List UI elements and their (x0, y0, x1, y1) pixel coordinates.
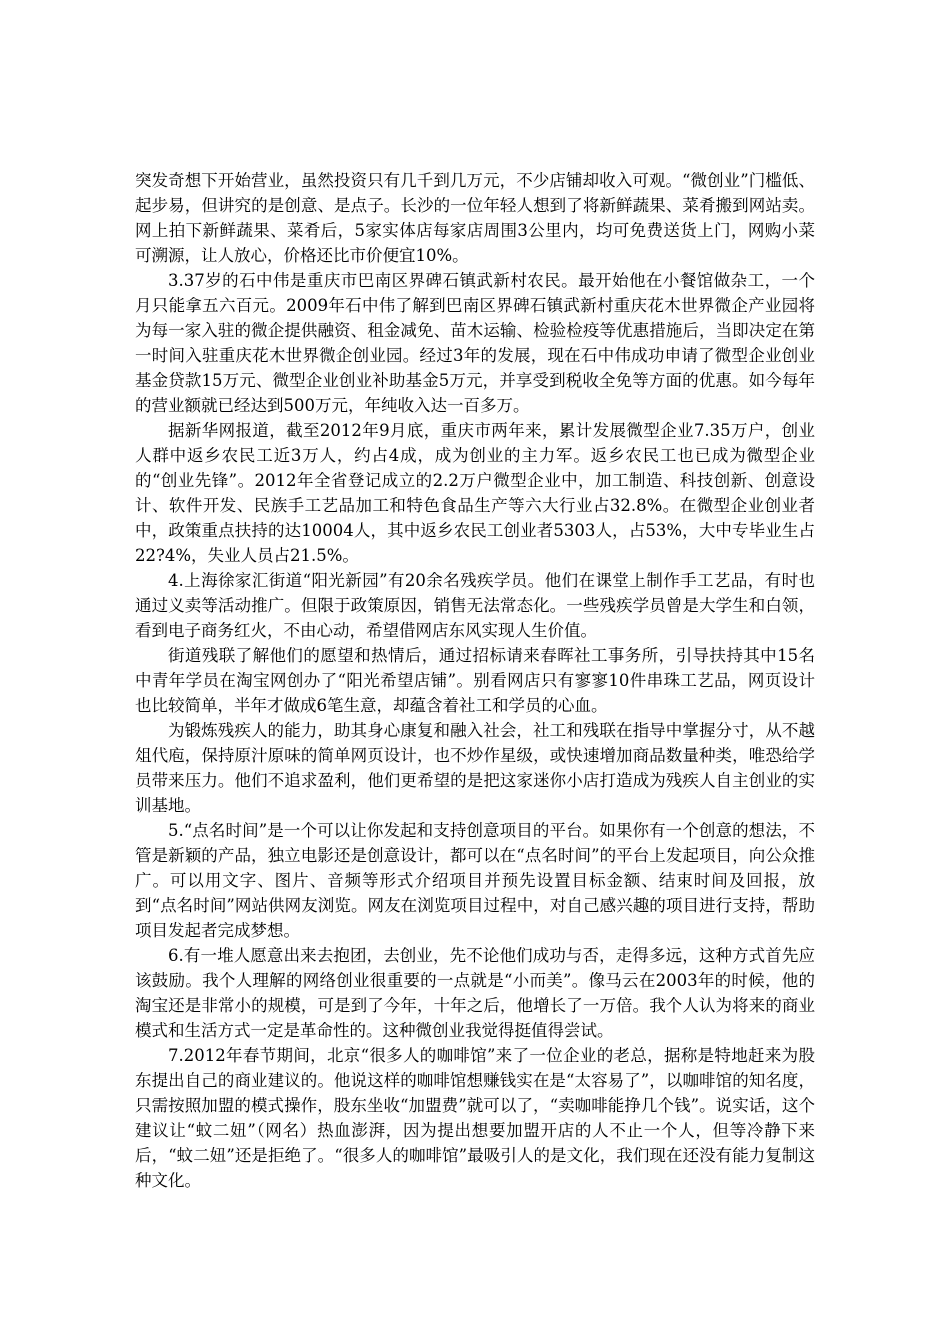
document-body (135, 168, 815, 1193)
paragraph-continuation: 突发奇想下开始营业，虽然投资只有几千到几万元，不少店铺却收入可观。“微创业”门槛低、起步易，但讲究的是创意、是点子。长沙的一位年轻人想到了将新鲜蔬果、菜肴搬到网站卖。网上拍下新鲜蔬果、菜肴后，5家实体店每家店周围3公里内，均可免费送货上门，网购小菜可溯源，让人放心，价格还比市价便宜10%。 (135, 171, 815, 265)
paragraph-item-5: 5.“点名时间”是一个可以让你发起和支持创意项目的平台。如果你有一个创意的想法，不管是新颖的产品，独立电影还是创意设计，都可以在“点名时间”的平台上发起项目，向公众推广。可以用文字、图片、音频等形式介绍项目并预先设置目标金额、结束时间及回报，放到“点名时间”网站供网友浏览。网友在浏览项目过程中，对自己感兴趣的项目进行支持，帮助项目发起者完成梦想。 (135, 821, 815, 940)
paragraph-item-6: 6.有一堆人愿意出来去抱团，去创业，先不论他们成功与否，走得多远，这种方式首先应该鼓励。我个人理解的网络创业很重要的一点就是“小而美”。像马云在2003年的时候，他的淘宝还是非常小的规模，可是到了今年，十年之后，他增长了一万倍。我个人认为将来的商业模式和生活方式一定是革命性的。这种微创业我觉得挺值得尝试。 (135, 946, 815, 1040)
paragraph-item-7: 7.2012年春节期间，北京“很多人的咖啡馆”来了一位企业的老总，据称是特地赶来为股东提出自己的商业建议的。他说这样的咖啡馆想赚钱实在是“太容易了”，以咖啡馆的知名度，只需按照加盟的模式操作，股东坐收“加盟费”就可以了，“卖咖啡能挣几个钱”。说实话，这个建议让“蚊二妞”（网名）热血澎湃，因为提出想要加盟开店的人不止一个人，但等冷静下来后，“蚊二妞”还是拒绝了。“很多人的咖啡馆”最吸引人的是文化，我们现在还没有能力复制这种文化。 (135, 1046, 815, 1190)
paragraph-item-3: 3.37岁的石中伟是重庆市巴南区界碑石镇武新村农民。最开始他在小餐馆做杂工，一个月只能拿五六百元。2009年石中伟了解到巴南区界碑石镇武新村重庆花木世界微企产业园将为每一家入驻的微企提供融资、租金减免、苗木运输、检验检疫等优惠措施后，当即决定在第一时间入驻重庆花木世界微企创业园。经过3年的发展，现在石中伟成功申请了微型企业创业基金贷款15万元、微型企业创业补助基金5万元，并享受到税收全免等方面的优惠。如今每年的营业额就已经达到500万元，年纯收入达一百多万。 (135, 271, 815, 415)
paragraph-disabled-federation: 街道残联了解他们的愿望和热情后，通过招标请来春晖社工事务所，引导扶持其中15名中青年学员在淘宝网创办了“阳光希望店铺”。别看网店只有寥寥10件串珠工艺品，网页设计也比较简单，半年才做成6笔生意，却蕴含着社工和学员的心血。 (135, 646, 815, 715)
paragraph-training-base: 为锻炼残疾人的能力，助其身心康复和融入社会，社工和残联在指导中掌握分寸，从不越俎代庖，保持原汁原味的简单网页设计，也不炒作星级，或快速增加商品数量种类，唯恐给学员带来压力。他们不追求盈利，他们更希望的是把这家迷你小店打造成为残疾人自主创业的实训基地。 (135, 721, 815, 815)
paragraph-item-4: 4.上海徐家汇街道“阳光新园”有20余名残疾学员。他们在课堂上制作手工艺品，有时也通过义卖等活动推广。但限于政策原因，销售无法常态化。一些残疾学员曾是大学生和白领，看到电子商务红火，不由心动，希望借网店东风实现人生价值。 (135, 571, 815, 640)
paragraph-xinhua-report: 据新华网报道，截至2012年9月底，重庆市两年来，累计发展微型企业7.35万户，创业人群中返乡农民工近3万人，约占4成，成为创业的主力军。返乡农民工也已成为微型企业的“创业先锋”。2012年全省登记成立的2.2万户微型企业中，加工制造、科技创新、创意设计、软件开发、民族手工艺品加工和特色食品生产等六大行业占32.8%。在微型企业创业者中，政策重点扶持的达10004人，其中返乡农民工创业者5303人，占53%，大中专毕业生占22?4%，失业人员占21.5%。 (135, 421, 815, 565)
